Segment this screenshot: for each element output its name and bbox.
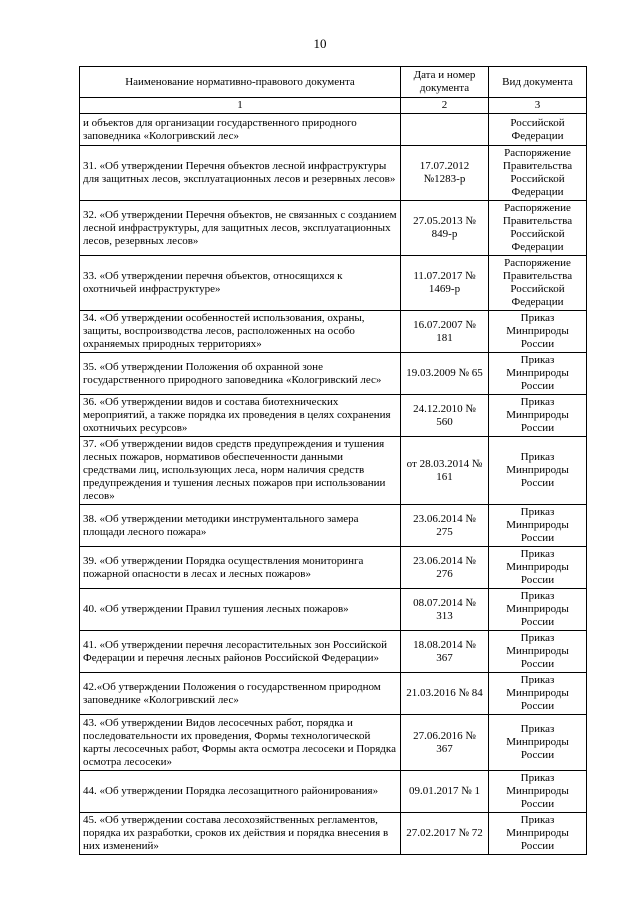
header-document-type: Вид документа (489, 67, 587, 98)
table-header-row (80, 67, 587, 98)
document-date-cell: 21.03.2016 № 84 (401, 673, 489, 715)
document-type-cell: Приказ Минприроды России (489, 813, 587, 855)
document-type-cell: Приказ Минприроды России (489, 631, 587, 673)
document-date-cell: 18.08.2014 № 367 (401, 631, 489, 673)
document-name-cell: 32. «Об утверждении Перечня объектов, не связанных с созданием лесной инфраструктуры, для защитных лесов, эксплуатационных лесов, резервных лесов» (80, 201, 401, 256)
document-date-cell: 11.07.2017 № 1469-р (401, 256, 489, 311)
header-document-name: Наименование нормативно-правового документа (80, 67, 401, 98)
documents-table (79, 66, 587, 855)
document-date-cell: 19.03.2009 № 65 (401, 353, 489, 395)
column-number: 2 (401, 98, 489, 114)
document-type-cell: Приказ Минприроды России (489, 771, 587, 813)
document-name-cell: 42.«Об утверждении Положения о государственном природном заповеднике «Кологривский лес» (80, 673, 401, 715)
document-name-cell: 37. «Об утверждении видов средств предупреждения и тушения лесных пожаров, нормативов обеспеченности данными средствами лиц, использующих леса, норм наличия средств предупреждения и тушения лесных пожаров при использовании лесов» (80, 437, 401, 505)
document-type-cell: Приказ Минприроды России (489, 589, 587, 631)
document-date-cell: 24.12.2010 № 560 (401, 395, 489, 437)
document-name-cell: 34. «Об утверждении особенностей использования, охраны, защиты, воспроизводства лесов, расположенных на особо охраняемых природных территориях» (80, 311, 401, 353)
document-name-cell: 35. «Об утверждении Положения об охранной зоне государственного природного заповедника «Кологривский лес» (80, 353, 401, 395)
document-name-cell: 31. «Об утверждении Перечня объектов лесной инфраструктуры для защитных лесов, эксплуатационных лесов и резервных лесов» (80, 146, 401, 201)
document-date-cell: 08.07.2014 № 313 (401, 589, 489, 631)
header-date-number: Дата и номер документа (401, 67, 489, 98)
document-date-cell: 16.07.2007 № 181 (401, 311, 489, 353)
table-row (80, 114, 587, 146)
document-type-cell: Приказ Минприроды России (489, 311, 587, 353)
table-row (80, 813, 587, 855)
document-type-cell: Распоряжение Правительства Российской Федерации (489, 256, 587, 311)
document-date-cell: 27.05.2013 № 849-р (401, 201, 489, 256)
document-type-cell: Распоряжение Правительства Российской Федерации (489, 146, 587, 201)
page-number: 10 (313, 36, 327, 51)
document-type-cell: Приказ Минприроды России (489, 395, 587, 437)
table-row (80, 673, 587, 715)
table-row (80, 201, 587, 256)
table-row (80, 771, 587, 813)
table-row (80, 631, 587, 673)
document-type-cell: Приказ Минприроды России (489, 437, 587, 505)
document-date-cell: 27.06.2016 № 367 (401, 715, 489, 771)
document-type-cell: Приказ Минприроды России (489, 505, 587, 547)
document-date-cell: от 28.03.2014 № 161 (401, 437, 489, 505)
document-name-cell: 41. «Об утверждении перечня лесорастительных зон Российской Федерации и перечня лесных районов Российской Федерации» (80, 631, 401, 673)
document-name-cell: 33. «Об утверждении перечня объектов, относящихся к охотничьей инфраструктуре» (80, 256, 401, 311)
table-row (80, 589, 587, 631)
table-row (80, 505, 587, 547)
table-row (80, 437, 587, 505)
document-date-cell (401, 114, 489, 146)
document-type-cell: Российской Федерации (489, 114, 587, 146)
document-date-cell: 09.01.2017 № 1 (401, 771, 489, 813)
document-type-cell: Приказ Минприроды России (489, 673, 587, 715)
document-date-cell: 23.06.2014 № 275 (401, 505, 489, 547)
table-row (80, 715, 587, 771)
document-name-cell: 40. «Об утверждении Правил тушения лесных пожаров» (80, 589, 401, 631)
document-date-cell: 17.07.2012 №1283-р (401, 146, 489, 201)
table-row (80, 256, 587, 311)
document-date-cell: 27.02.2017 № 72 (401, 813, 489, 855)
document-type-cell: Приказ Минприроды России (489, 353, 587, 395)
column-number-row (80, 98, 587, 114)
document-name-cell: 38. «Об утверждении методики инструментального замера площади лесного пожара» (80, 505, 401, 547)
document-name-cell: 43. «Об утверждении Видов лесосечных работ, порядка и последовательности их проведения, Формы технологической карты лесосечных работ, Формы акта осмотра лесосеки и Порядка осмотра лесосеки» (80, 715, 401, 771)
table-row (80, 311, 587, 353)
document-type-cell: Приказ Минприроды России (489, 547, 587, 589)
column-number: 1 (80, 98, 401, 114)
document-date-cell: 23.06.2014 № 276 (401, 547, 489, 589)
document-name-cell: 36. «Об утверждении видов и состава биотехнических мероприятий, а также порядка их проведения в целях сохранения охотничьих ресурсов» (80, 395, 401, 437)
table-row (80, 146, 587, 201)
column-number: 3 (489, 98, 587, 114)
table-row (80, 395, 587, 437)
document-name-cell: и объектов для организации государственного природного заповедника «Кологривский лес» (80, 114, 401, 146)
table-row (80, 547, 587, 589)
table-row (80, 353, 587, 395)
document-name-cell: 39. «Об утверждении Порядка осуществления мониторинга пожарной опасности в лесах и лесных пожаров» (80, 547, 401, 589)
document-name-cell: 45. «Об утверждении состава лесохозяйственных регламентов, порядка их разработки, сроков их действия и порядка внесения в них изменений» (80, 813, 401, 855)
document-type-cell: Приказ Минприроды России (489, 715, 587, 771)
document-name-cell: 44. «Об утверждении Порядка лесозащитного районирования» (80, 771, 401, 813)
document-type-cell: Распоряжение Правительства Российской Федерации (489, 201, 587, 256)
